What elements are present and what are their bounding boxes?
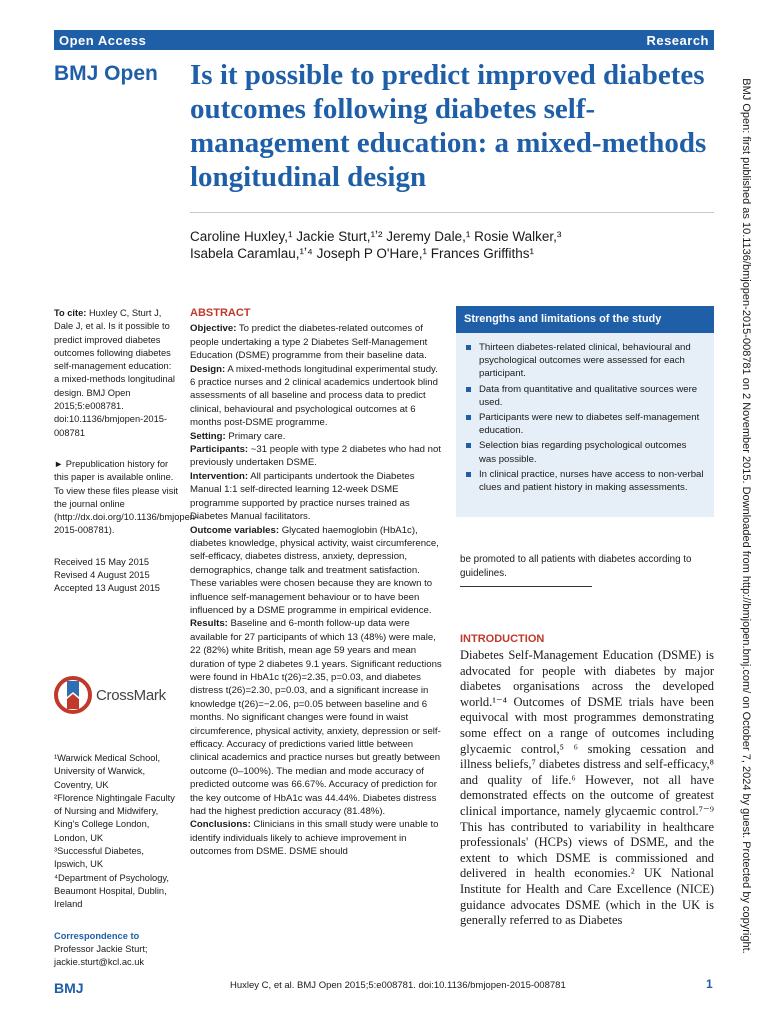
article-title: Is it possible to predict improved diabetes outcomes following diabetes self-management education: a mixed-methods longitudinal design [190,59,707,193]
list-item: Participants were new to diabetes self-management education. [464,411,706,437]
bullet-square-icon [466,443,471,448]
footer-logo: BMJ [54,980,84,996]
cite-block [54,307,178,440]
author-list [190,228,720,262]
list-item: Data from quantitative and qualitative sources were used. [464,383,706,409]
list-item: Thirteen diabetes-related clinical, behavioural and psychological outcomes were assessed for each participant. [464,341,706,381]
abstract-design: Design: A mixed-methods longitudinal experimental study. 6 practice nurses and 2 clinical academics undertook blind assessments of all baseline and process data to predict clinical, behavioural and psychological outcomes at 6 months post-DSME programme. [190,363,438,429]
bullet-square-icon [466,472,471,477]
list-item: Selection bias regarding psychological outcomes was possible. [464,439,706,465]
cite-label: To cite: [54,308,87,318]
strengths-list [464,341,706,494]
introduction-heading: INTRODUCTION [460,633,545,645]
correspondence-name: Professor Jackie Sturt; [54,943,148,954]
correspondence-block [54,930,178,970]
page-number: 1 [706,977,713,991]
research-label: Research [646,32,709,48]
abstract-heading: ABSTRACT [190,307,251,319]
header-band [54,30,714,50]
strengths-box-heading: Strengths and limitations of the study [456,306,714,333]
open-access-label: Open Access [59,32,147,48]
abstract-participants: Participants: ~31 people with type 2 diabetes who had not previously undertaken DSME. [190,444,441,469]
revised-date: Revised 4 August 2015 [54,570,150,581]
journal-logo[interactable]: BMJ Open [54,62,158,85]
crossmark-icon [54,675,92,715]
left-sidebar [54,307,199,608]
accepted-date: Accepted 13 August 2015 [54,583,160,594]
abstract-continuation: be promoted to all patients with diabetes according to guidelines. [460,554,692,579]
correspondence-email[interactable]: jackie.sturt@kcl.ac.uk [54,957,145,968]
dates-block [54,556,178,596]
abstract-conclusions: Conclusions: Clinicians in this small study were unable to identify individuals likely to achieve improvement in outcomes from DSME. DSME should [190,819,439,858]
bullet-square-icon [466,387,471,392]
footnote-divider [460,586,592,587]
affiliations [54,752,178,969]
cite-text: Huxley C, Sturt J, Dale J, et al. Is it possible to predict improved diabetes outcomes following diabetes self-management education: a mixed-methods longitudinal design. BMJ Open 2015;5:e008781. doi:10.1136/bmjopen-2015-008781 [54,308,175,438]
abstract-objective: Objective: To predict the diabetes-related outcomes of people undertaking a type 2 Diabetes Self-Management Education (DSME) programme from their baseline data. [190,323,428,362]
correspondence-label: Correspondence to [54,930,140,941]
author-line-2: Isabela Caramlau,¹ʼ⁴ Joseph P O'Hare,¹ Frances Griffiths¹ [190,246,535,261]
crossmark-badge[interactable] [54,672,178,718]
bullet-square-icon [466,345,471,350]
strengths-limitations-box [456,306,714,517]
bullet-square-icon [466,415,471,420]
abstract-setting: Setting: Primary care. [190,430,286,442]
affiliation-2: ²Florence Nightingale Faculty of Nursing and Midwifery, King's College London, London, UK [54,792,175,843]
abstract [190,307,443,859]
introduction-text: Diabetes Self-Management Education (DSME) is advocated for people with diabetes by major diabetes organisations across the developed world.¹⁻⁴ Outcomes of DSME trials have been equivocal with most programmes demonstrating some effect on a range of outcomes including glycaemic control,⁵ ⁶ smoking cessation and illness beliefs,⁷ diabetes distress and self-efficacy,⁸ and quality of life.⁶ However, not all have demonstrated effects on the outcome of greatest clinical importance, namely glycaemic control.⁷⁻⁹ This has contributed to variability in healthcare professionals' (HCPs) views of DSME, and the extent to which DSME is commissioned and delivered in health economies.² UK National Institute for Health and Care Excellence (NICE) guidance advocates DSME (which in the UK is generally referred to as Diabetes [460,648,714,928]
affiliation-1: ¹Warwick Medical School, University of Warwick, Coventry, UK [54,753,161,790]
prepub-note[interactable]: ► Prepublication history for this paper is available online. To view these files please visit the journal online (http://dx.doi.org/10.1136/bmjopen-2015-008781). [54,458,199,536]
abstract-intervention: Intervention: All participants undertook the Diabetes Manual 1:1 self-directed learning 12-week DSME programme supported by practice nurses trained as Diabetes Manual facilitators. [190,470,415,523]
title-divider [190,212,714,213]
received-date: Received 15 May 2015 [54,556,150,567]
footer-citation: Huxley C, et al. BMJ Open 2015;5:e008781. doi:10.1136/bmjopen-2015-008781 [230,980,566,991]
affiliation-3: ³Successful Diabetes, Ipswich, UK [54,846,144,870]
abstract-outcome-variables: Outcome variables: Glycated haemoglobin (HbA1c), diabetes knowledge, physical activity, waist circumference, self-efficacy, diabetes distress, anxiety, depression, demographics, change talk and treatment satisfaction. These variables were chosen because they are known to influence self-management behaviour or to have been influenced by a DSME programme in empirical evidence. [190,524,439,616]
crossmark-label: CrossMark [96,686,166,704]
list-item: In clinical practice, nurses have access to non-verbal clues and patient history in making assessments. [464,468,706,494]
side-note-text[interactable]: BMJ Open: first published as 10.1136/bmjopen-2015-008781 on 2 November 2015. Downloaded from http://bmjopen.bmj.com/ on October 7, 2024 by guest. Protected by copyright. [740,78,752,954]
author-line-1: Caroline Huxley,¹ Jackie Sturt,¹ʼ² Jeremy Dale,¹ Rosie Walker,³ [190,229,562,244]
affiliation-4: ⁴Department of Psychology, Beaumont Hospital, Dublin, Ireland [54,872,169,910]
abstract-results: Results: Baseline and 6-month follow-up data were available for 27 participants of which 13 (48%) were male, 22 (82%) white British, mean age 59 years and mean duration of type 2 diabetes 9.1 years. Significant reductions were found in HbA1c t(26)=2.35, p=0.03, and diabetes distress t(26)=2.30, p=0.03, and a significant increase in knowledge t(26)=−2.06, p=0.05 between baseline and 6 months. No significant changes were found in waist circumference, physical activity, anxiety, depression or self-efficacy. Accuracy of predictions varied little between clinical academics and practice nurses but greatly between outcome (0–100%). The median and mode accuracy of predicted outcome was 66.67%. Accuracy of prediction for the key outcome of HbA1c was 44.44%. Diabetes distress had the highest prediction accuracy (81.48%). [190,618,442,818]
